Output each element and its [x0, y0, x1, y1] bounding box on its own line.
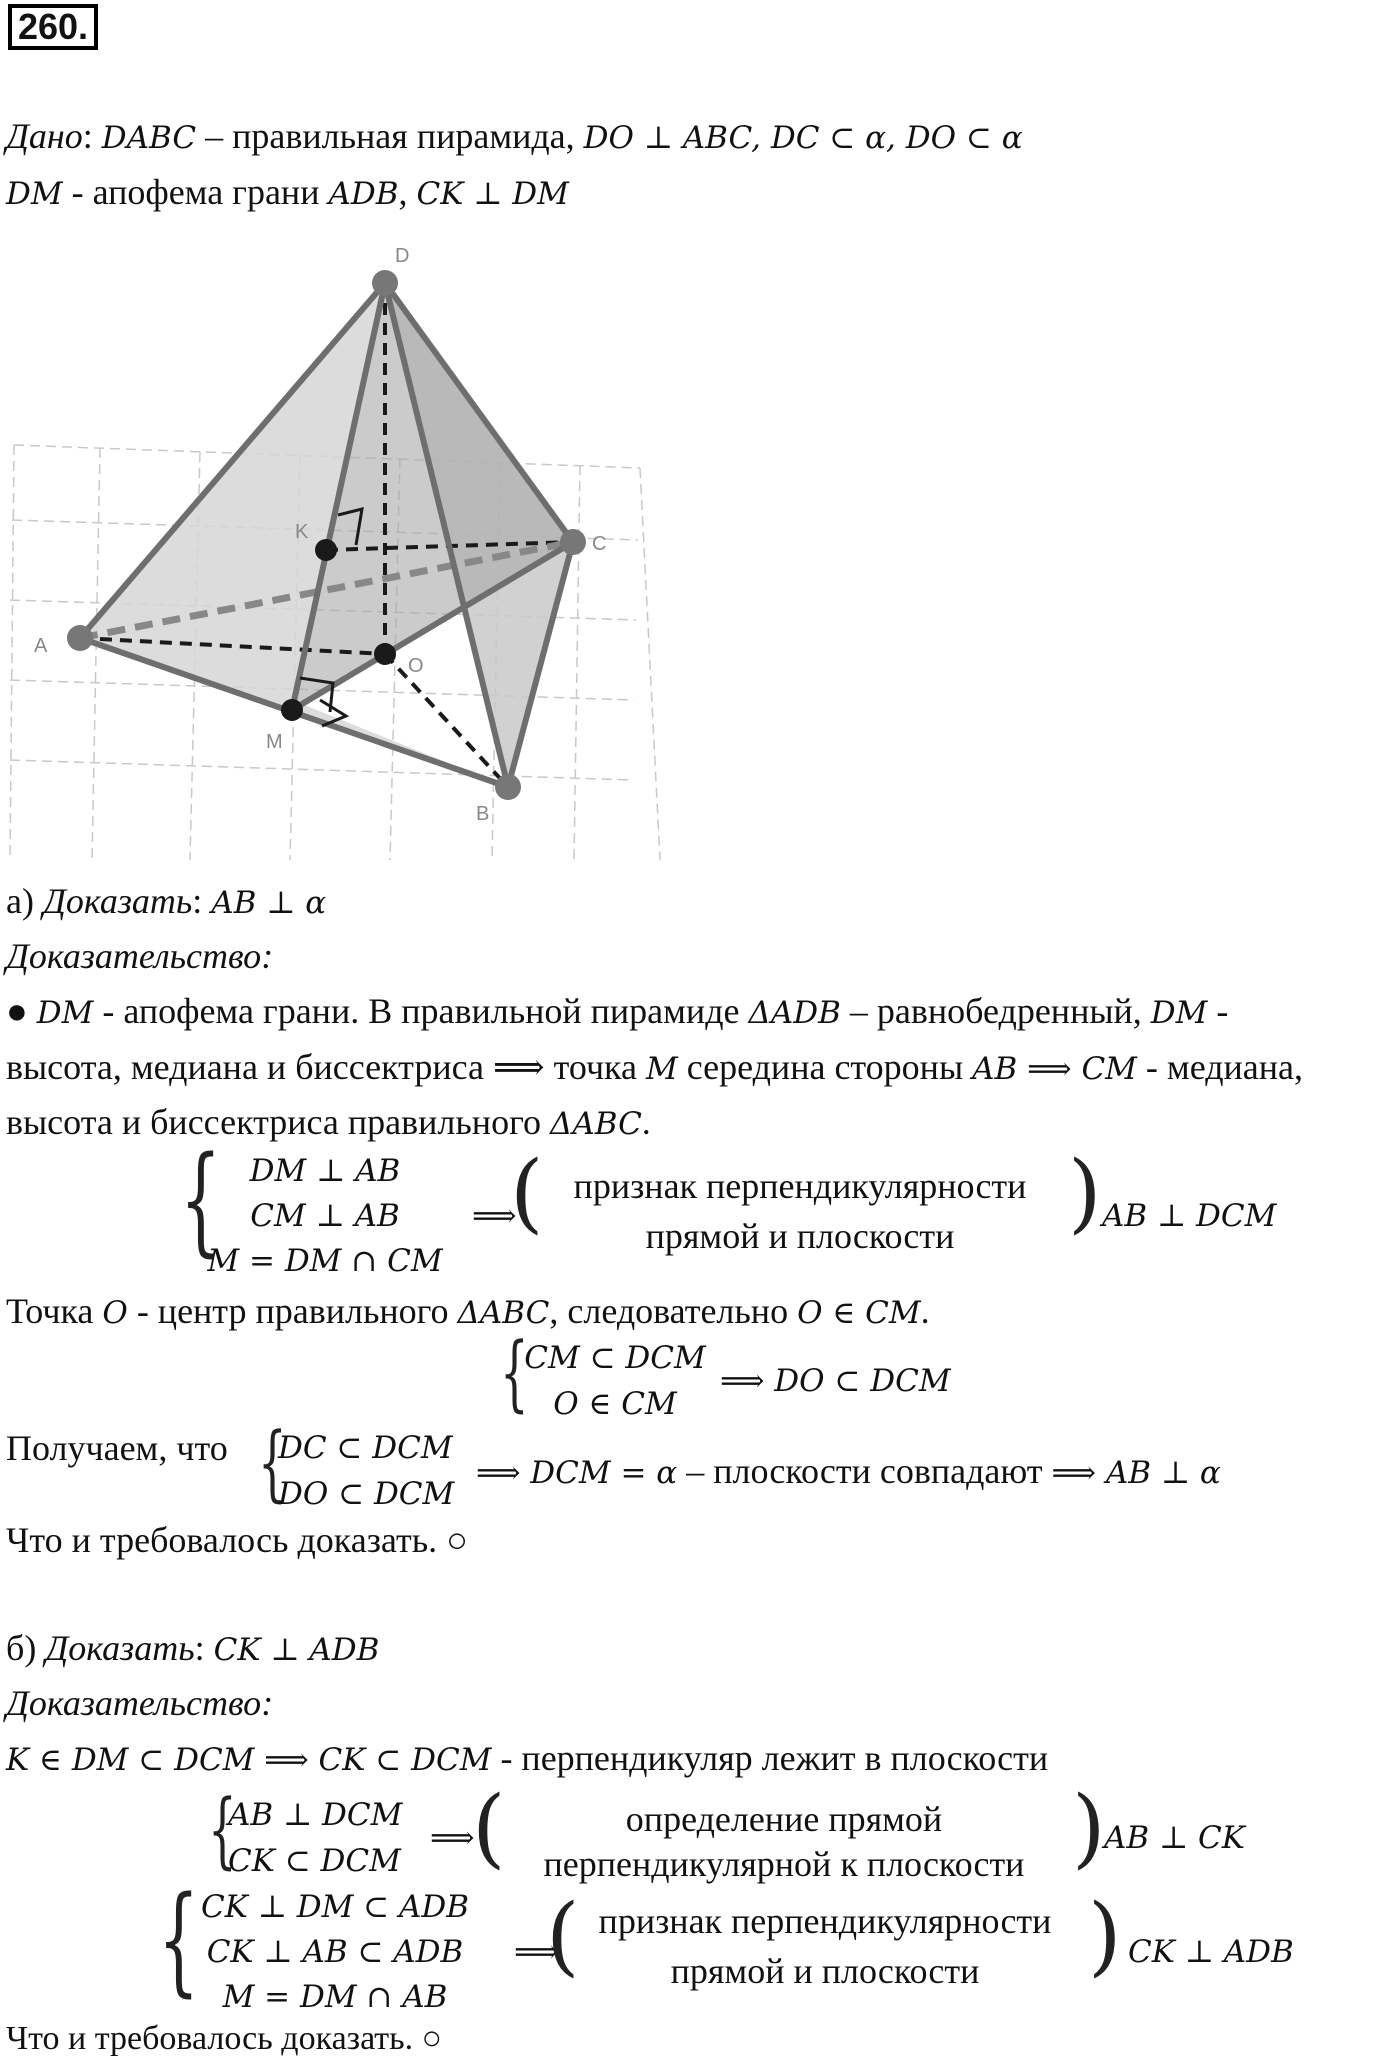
problem-number: 260. — [8, 4, 98, 50]
label-M: M — [266, 731, 283, 753]
part-a-para-2: высота, медиана и биссектриса ⟹ точка M середина стороны AB ⟹ CM - медиана, — [6, 1047, 1303, 1087]
pyramid-figure — [0, 230, 670, 870]
given-text: – правильная пирамида, — [196, 116, 584, 156]
given-conditions: DO ⊥ ABC, DC ⊂ α, DO ⊂ α — [583, 120, 1023, 156]
part-b-qed: Что и требовалось доказать. ○ — [6, 2020, 443, 2057]
label-C: C — [592, 533, 607, 555]
given-line-1: Дано: DABC – правильная пирамида, DO ⊥ ABC, DC ⊂ α, DO ⊂ α — [6, 116, 1023, 156]
label-O: O — [408, 655, 424, 677]
part-a-para-3: высота и биссектриса правильного ΔABC. — [6, 1102, 651, 1142]
part-a-qed: Что и требовалось доказать. ○ — [6, 1520, 468, 1560]
pyramid-name: DABC — [101, 120, 197, 156]
part-b-heading: б) Доказать: CK ⊥ ADB — [6, 1628, 380, 1668]
label-B: B — [476, 803, 490, 825]
given-line-2: DM - апофема грани ADB, CK ⊥ DM — [6, 172, 569, 212]
given-label: Дано — [6, 116, 83, 156]
label-A: A — [34, 635, 48, 657]
part-b-para-1: K ∈ DM ⊂ DCM ⟹ CK ⊂ DCM - перпендикуляр лежит в плоскости — [6, 1738, 1049, 1778]
part-a-proof-label: Доказательство: — [6, 936, 274, 976]
part-b-proof-label: Доказательство: — [6, 1683, 274, 1723]
part-a-para-4: Точка O - центр правильного ΔABC, следовательно O ∈ CM. — [6, 1291, 930, 1331]
label-K: K — [295, 521, 309, 543]
part-a-heading: а) Доказать: AB ⊥ α — [6, 881, 327, 921]
part-a-para-1: ● DM - апофема грани. В правильной пирамиде ΔADB – равнобедренный, DM - — [6, 991, 1229, 1031]
label-D: D — [395, 245, 410, 267]
